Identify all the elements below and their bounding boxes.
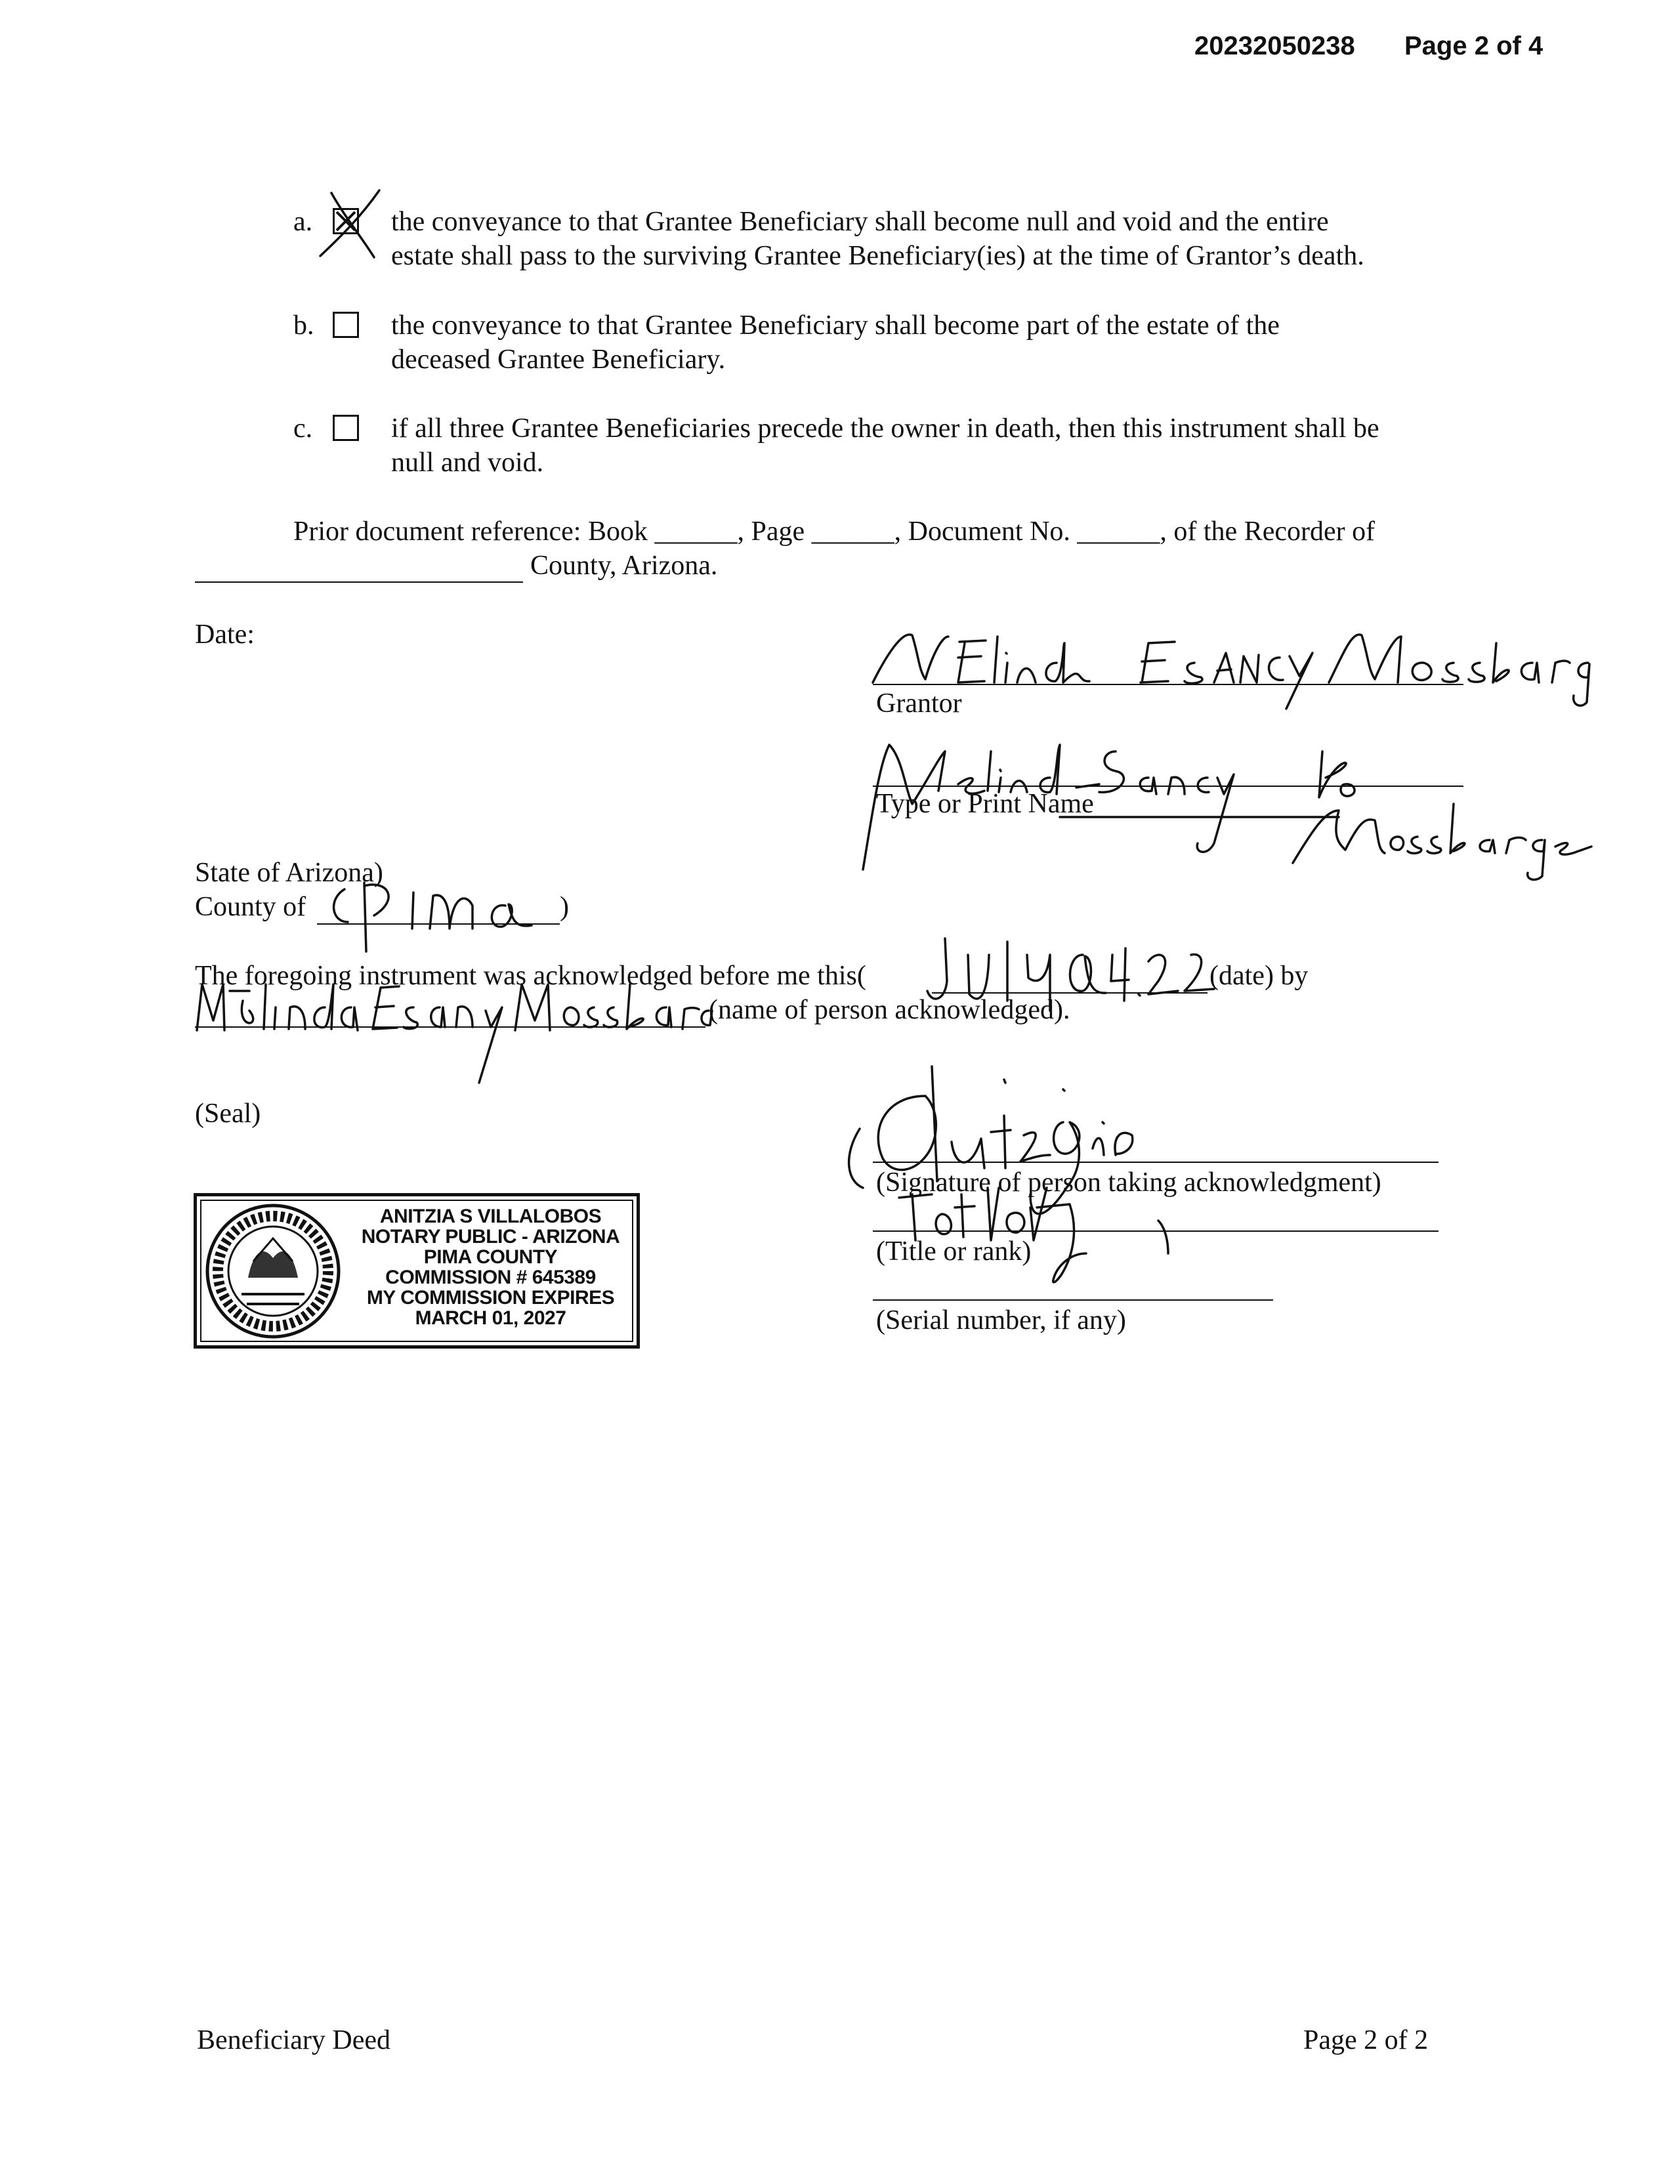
option-c-checkbox[interactable] (333, 415, 359, 441)
print-name-label: Type or Print Name (876, 789, 1094, 819)
notary-signature-label: (Signature of person taking acknowledgment) (876, 1167, 1381, 1198)
notary-serial-line (873, 1299, 1273, 1301)
acknowledgment-date-suffix: (date) by (1209, 961, 1309, 991)
notary-county: PIMA COUNTY (423, 1246, 558, 1268)
notary-title-label: (Title or rank) (876, 1236, 1032, 1267)
document-number: 20232050238 (1194, 32, 1355, 60)
notary-serial-label: (Serial number, if any) (876, 1305, 1126, 1335)
grantor-label: Grantor (876, 688, 962, 719)
notary-stamp-text (348, 1206, 633, 1328)
notary-commission: COMMISSION # 645389 (385, 1267, 596, 1288)
option-b-line-1: the conveyance to that Grantee Beneficiary shall become part of the estate of the (391, 310, 1280, 341)
state-label: State of Arizona) (195, 858, 383, 888)
grantor-signature-line (873, 684, 1463, 685)
notary-stamp (194, 1193, 640, 1349)
grantor-signature (866, 617, 1588, 709)
notary-expires-date: MARCH 01, 2027 (415, 1307, 566, 1329)
county-handwritten-pima (315, 866, 551, 952)
footer-document-title: Beneficiary Deed (197, 2025, 391, 2055)
seal-label: (Seal) (195, 1099, 261, 1129)
acknowledgment-line-1: The foregoing instrument was acknowledged before me this( (195, 961, 866, 991)
date-label: Date: (195, 620, 255, 650)
acknowledgment-handwritten-name (190, 971, 715, 1063)
option-b-checkbox[interactable] (333, 312, 359, 338)
option-c-line-1: if all three Grantee Beneficiaries precede the owner in death, then this instrument shall be (391, 413, 1379, 444)
option-c-line-2: null and void. (391, 448, 544, 478)
option-a-letter: a. (293, 207, 313, 237)
acknowledgment-name-suffix: (name of person acknowledged). (709, 995, 1070, 1025)
page-of-total: Page 2 of 4 (1404, 32, 1544, 60)
notary-expires-label: MY COMMISSION EXPIRES (366, 1287, 615, 1309)
notary-name: ANITZIA S VILLALOBOS (379, 1206, 602, 1227)
footer-page-number: Page 2 of 2 (1303, 2025, 1429, 2055)
arizona-seal-icon (201, 1199, 345, 1343)
prior-reference-line: Prior document reference: Book ______, Page ______, Document No. ______, of the Recorder of (293, 516, 1376, 547)
county-close-paren: ) (560, 892, 569, 922)
option-b-letter: b. (293, 310, 314, 341)
option-a-line-2: estate shall pass to the surviving Grantee Beneficiary(ies) at the time of Grantor’s death. (391, 241, 1364, 271)
option-b-line-2: deceased Grantee Beneficiary. (391, 345, 726, 375)
option-a-handwritten-x (308, 184, 400, 276)
prior-reference-county: County, Arizona. (530, 551, 718, 581)
county-blank-line (195, 581, 523, 583)
option-c-letter: c. (293, 413, 313, 444)
county-label: County of (195, 892, 306, 922)
option-a-line-1: the conveyance to that Grantee Beneficiary shall become null and void and the entire (391, 207, 1329, 237)
notary-title-line (873, 1230, 1438, 1232)
notary-signature-line (873, 1162, 1438, 1163)
notary-title: NOTARY PUBLIC - ARIZONA (361, 1226, 620, 1248)
